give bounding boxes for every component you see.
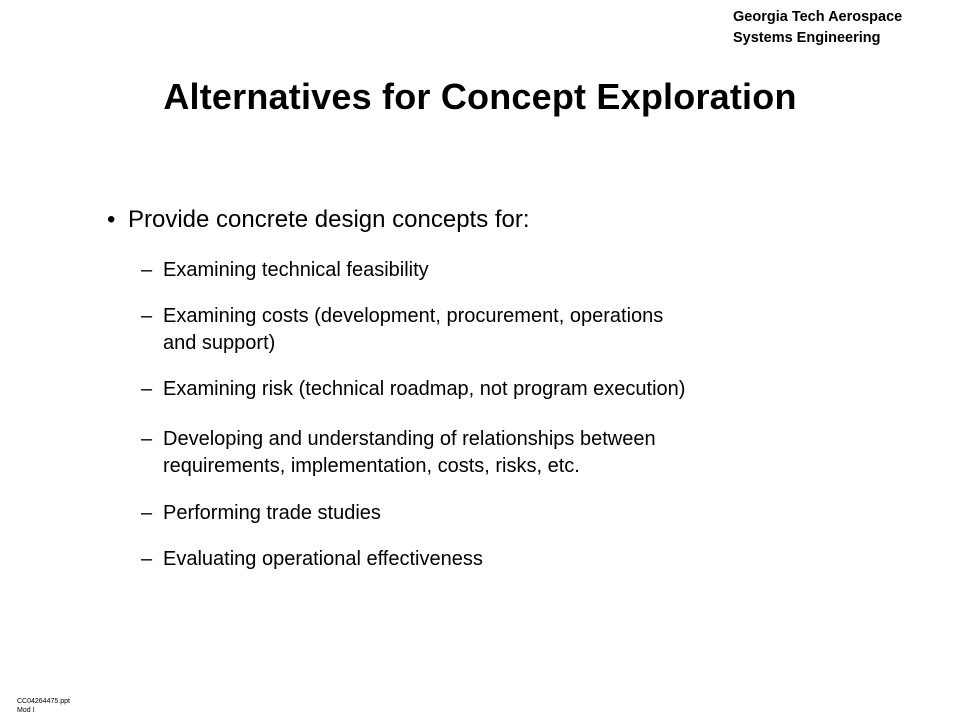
dash-marker: – [141, 502, 153, 524]
sub-bullet [141, 426, 656, 480]
sub-bullet-line: Examining costs (development, procurement, operations [163, 305, 664, 327]
dash-marker: – [141, 305, 153, 327]
dash-marker: – [141, 428, 153, 450]
sub-bullet-line: Evaluating operational effectiveness [163, 548, 483, 570]
footer-mod: Mod I [17, 707, 35, 714]
footer-note [17, 697, 70, 715]
sub-bullet-text [163, 546, 483, 573]
sub-bullet-text [163, 376, 685, 403]
dash-marker: – [141, 548, 153, 570]
sub-bullet-text [163, 426, 656, 480]
sub-bullet-line: Developing and understanding of relationships between [163, 428, 656, 450]
sub-bullet-line: Examining technical feasibility [163, 259, 429, 281]
main-bullet [107, 203, 530, 237]
sub-bullet-line: Performing trade studies [163, 502, 381, 524]
sub-bullet-line: and support) [163, 332, 276, 354]
org-header-line-1: Georgia Tech Aerospace [733, 9, 903, 25]
sub-bullet [141, 303, 663, 357]
dash-marker: – [141, 378, 153, 400]
footer-file-name: CC04264475.ppt [17, 698, 70, 705]
sub-bullet-line: requirements, implementation, costs, risks, etc. [163, 455, 580, 477]
sub-bullet [141, 546, 483, 573]
sub-bullet [141, 376, 685, 403]
sub-bullet-line: Examining risk (technical roadmap, not program execution) [163, 378, 686, 400]
main-bullet-text: Provide concrete design concepts for: [128, 206, 530, 233]
org-header-line-2: Systems Engineering [733, 30, 881, 46]
sub-bullet-text [163, 257, 429, 284]
sub-bullet-text [163, 303, 663, 357]
slide-title: Alternatives for Concept Exploration [163, 76, 797, 117]
sub-bullet-text [163, 500, 381, 527]
sub-bullet [141, 500, 381, 527]
sub-bullet [141, 257, 429, 284]
bullet-marker: • [107, 206, 116, 233]
dash-marker: – [141, 259, 153, 281]
